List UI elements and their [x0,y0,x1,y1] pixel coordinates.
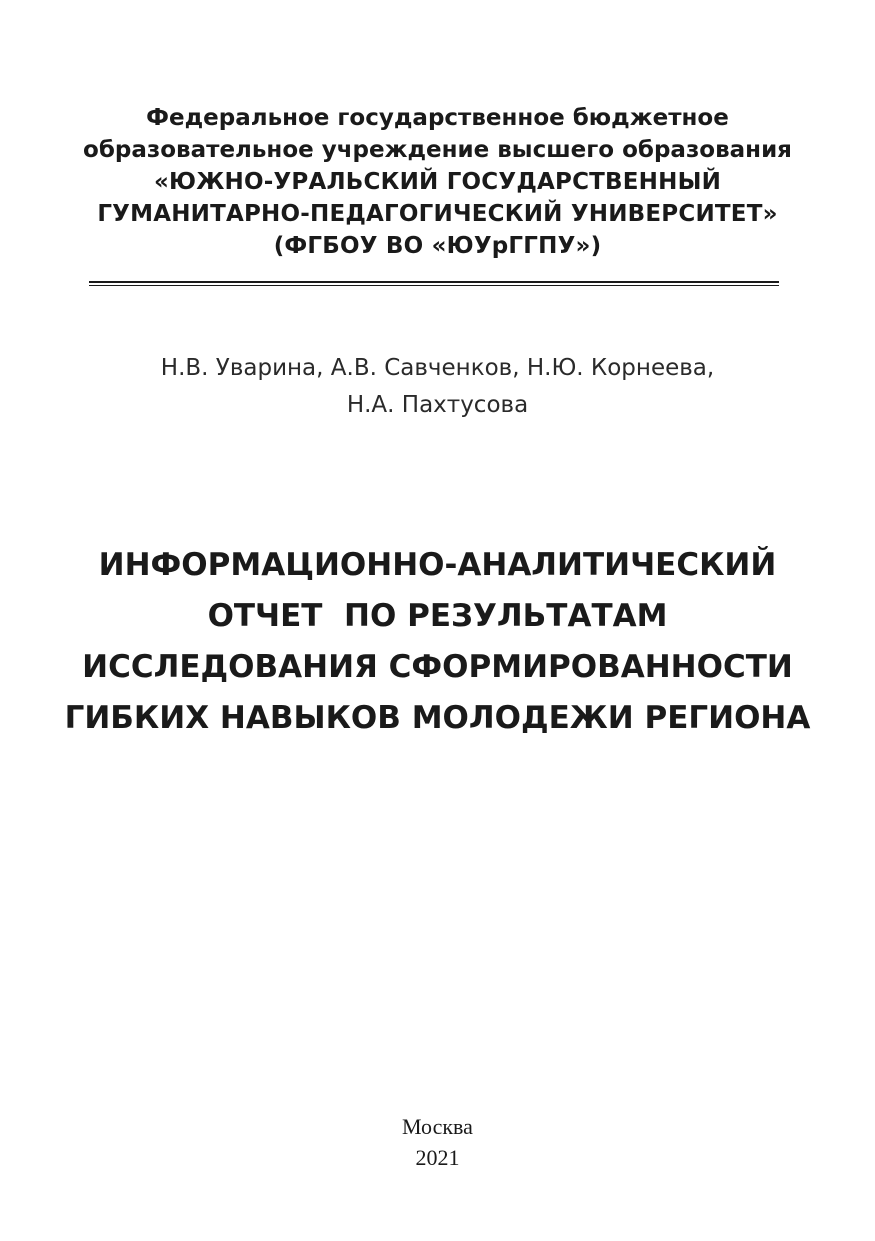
document-title [0,540,875,744]
title-line-3: ИССЛЕДОВАНИЯ СФОРМИРОВАННОСТИ [82,649,793,685]
institution-abbreviation: (ФГБОУ ВО «ЮУрГГПУ») [273,233,602,259]
authors-line-2: Н.А. Пахтусова [346,392,529,418]
imprint [0,1111,875,1173]
institution-name-line-2: ГУМАНИТАРНО-ПЕДАГОГИЧЕСКИЙ УНИВЕРСИТЕТ» [97,201,778,227]
authors-line-1: Н.В. Уварина, А.В. Савченков, Н.Ю. Корнеева, [160,355,715,381]
imprint-city: Москва [402,1114,473,1139]
title-line-2: ОТЧЕТ ПО РЕЗУЛЬТАТАМ [207,598,668,634]
title-line-1: ИНФОРМАЦИОННО-АНАЛИТИЧЕСКИЙ [98,547,777,583]
header-divider-thick [89,281,779,283]
authors [0,350,875,424]
institution-name-line-1: «ЮЖНО-УРАЛЬСКИЙ ГОСУДАРСТВЕННЫЙ [153,169,722,195]
institution-line-2: образовательное учреждение высшего образования [83,137,792,163]
institution-line-1: Федеральное государственное бюджетное [146,105,729,131]
title-line-4: ГИБКИХ НАВЫКОВ МОЛОДЕЖИ РЕГИОНА [64,700,811,736]
institution-header [0,102,875,262]
header-divider-thin [89,285,779,286]
imprint-year: 2021 [415,1145,460,1170]
